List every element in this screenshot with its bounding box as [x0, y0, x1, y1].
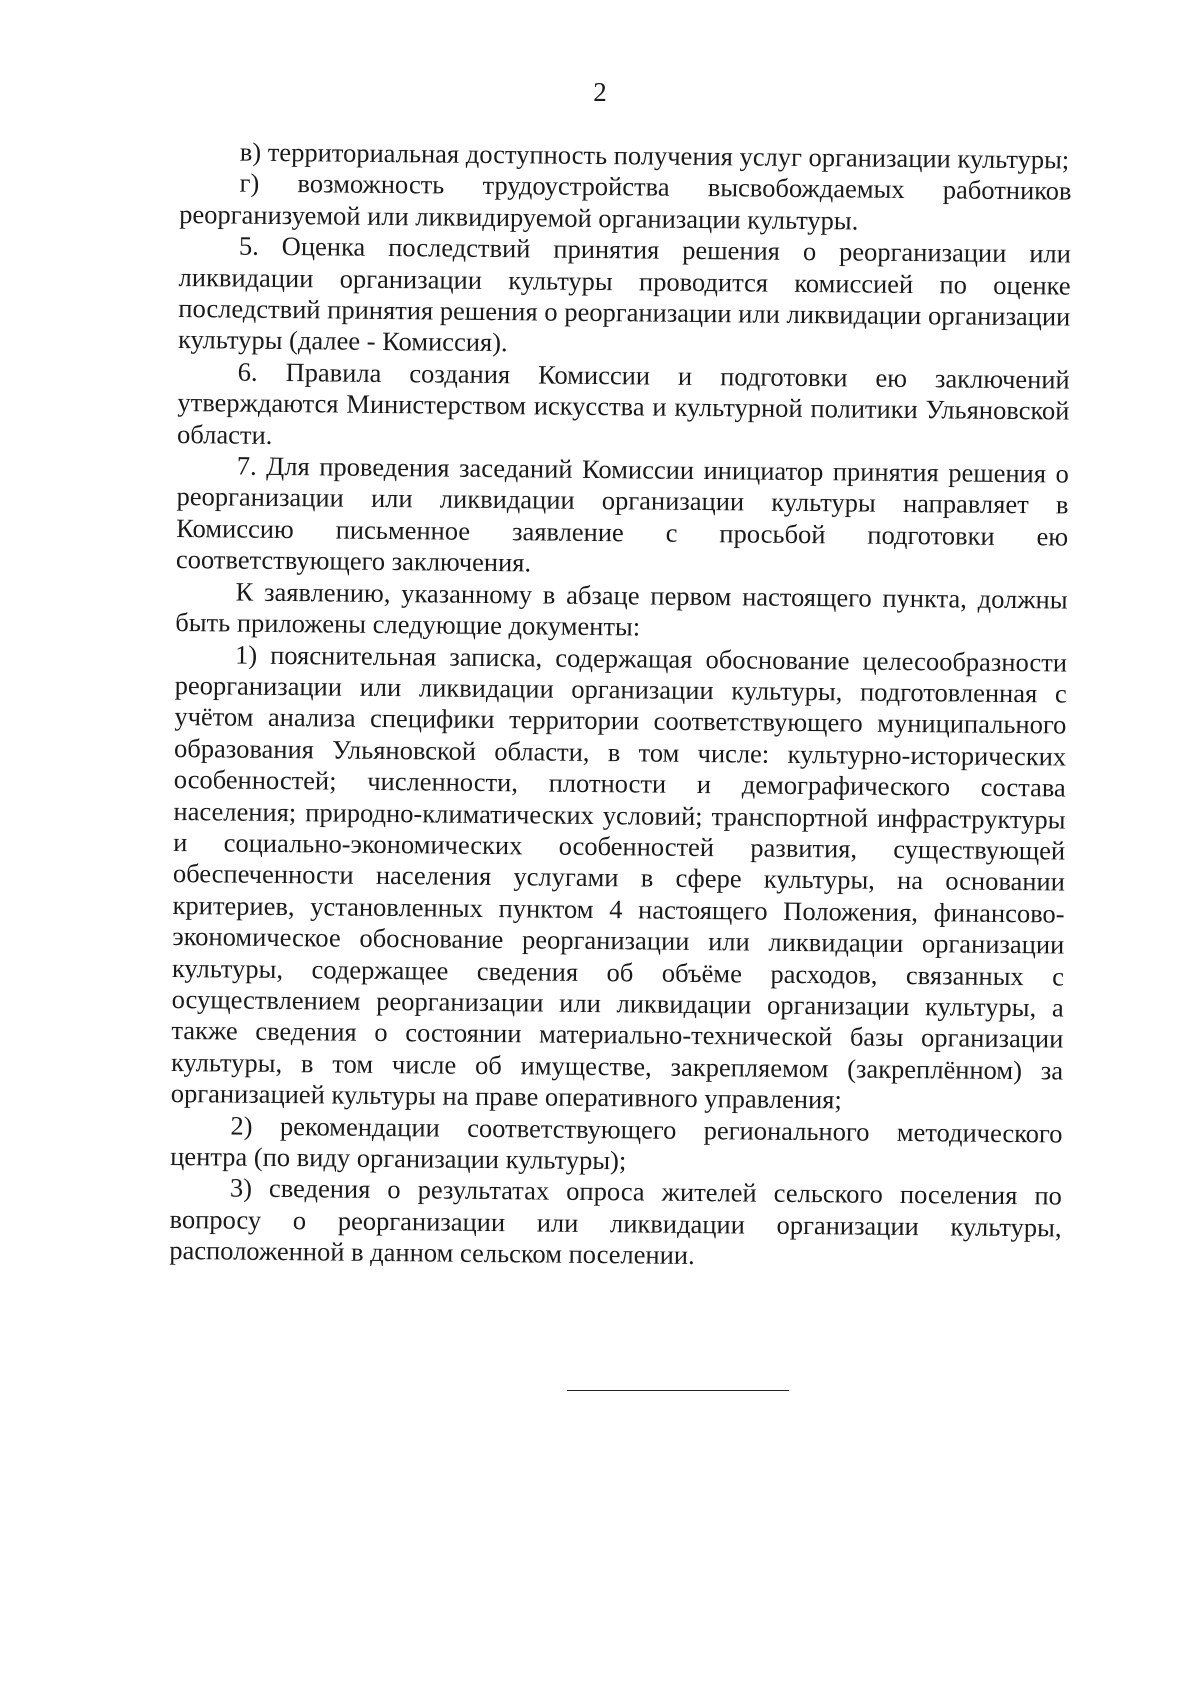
- page-number: 2: [593, 77, 607, 107]
- paragraph-attachment-2: 2) рекомендации соответствующего регионального методического центра (по виду организации культуры);: [170, 1110, 1063, 1176]
- paragraph-item-6: 6. Правила создания Комиссии и подготовки ею заключений утверждаются Министерством искусства и культурной политики Ульяновской области.: [176, 356, 1070, 450]
- document-body: [169, 136, 1072, 1275]
- paragraph-attachment-1: 1) пояснительная записка, содержащая обоснование целесообразности реорганизации или ликвидации организации культуры, подготовленная с учётом анализа специфики территории соответствующего муниципального образования Ульяновской области, в том числе: культурно-исторических особенностей; численности, плотности и демографического состава населения; природно-климатических условий; транспортной инфраструктуры и социально-экономических особенностей развития, существующей обеспеченности населения услугами в сфере культуры, на основании критериев, установленных пунктом 4 настоящего Положения, финансово-экономическое обоснование реорганизации или ликвидации организации культуры, содержащее сведения об объёме расходов, связанных с осуществлением реорганизации или ликвидации организации культуры, а также сведения о состоянии материально-технической базы организации культуры, в том числе об имуществе, закрепляемом (закреплённом) за организацией культуры на праве оперативного управления;: [170, 639, 1068, 1115]
- paragraph-attachment-3: 3) сведения о результатах опроса жителей сельского поселения по вопросу о реорганизации или ликвидации организации культуры, расположенной в данном сельском поселении.: [169, 1172, 1063, 1271]
- paragraph-item-7: 7. Для проведения заседаний Комиссии инициатор принятия решения о реорганизации или ликвидации организации культуры направляет в Комиссию письменное заявление с просьбой подготовки ею соответствующего заключения.: [175, 450, 1069, 578]
- paragraph-attachments-intro: К заявлению, указанному в абзаце первом настоящего пункта, должны быть приложены следующие документы:: [175, 576, 1068, 642]
- paragraph-item-5: 5. Оценка последствий принятия решения о реорганизации или ликвидации организации культуры проводится комиссией по оценке последствий принятия решения о реорганизации или ликвидации организации культуры (далее - Комиссия).: [177, 230, 1072, 358]
- paragraph-criterion-v: в) территориальная доступность получения услуг организации культуры;: [239, 136, 1070, 175]
- closing-divider: [567, 1390, 789, 1391]
- paragraph-criterion-g: г) возможность трудоустройства высвобождаемых работников реорганизуемой или ликвидируемой организации культуры.: [179, 167, 1072, 236]
